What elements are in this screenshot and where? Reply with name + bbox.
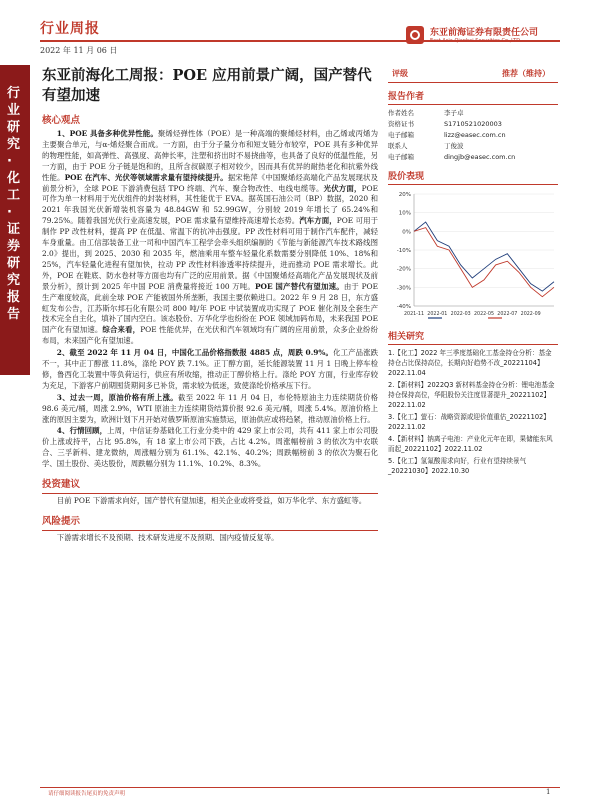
chart-svg: [388, 188, 558, 323]
p1-bold5: POE 国产替代有望加速。: [255, 281, 344, 291]
analyst-key: 资格证书: [388, 120, 414, 128]
logo-cn: 东亚前海证券有限责任公司: [430, 28, 539, 38]
p1-body3: POE 可作为单一材料用于光伏组件的封装材料，其性能优于 EVA。据英国石油公司（BP）数据，2020 和 2021 年我国光伏新增装机容量为 48.84GW 和 52.99GW，分别较 2019 年增长了 65.24%和 79.25%。随着我国光伏行业高速发展，POE 需求量有望维持高速增长态势。: [42, 183, 378, 226]
right-panel: [388, 66, 558, 478]
p3-body: 截至 2022 年 11 月 04 日，布伦特原油主力连续期货价格 98.6 美元/桶，周涨 2.9%，WTI 原油主力连续期货结算价报 92.6 美元/桶，周涨 5.4%。原油价格上涨的原因主要为，欧洲计划下月开始对俄罗斯原油实施禁运，原油供应或将趋紧，推动原油价格上行。: [42, 392, 378, 424]
analyst-key: 联系人: [388, 142, 408, 150]
chart-heading: 股价表现: [388, 172, 425, 182]
analyst-email[interactable]: dingjb@easec.com.cn: [444, 153, 516, 161]
related-heading: 相关研究: [388, 332, 425, 342]
analyst-key: 电子邮箱: [388, 153, 414, 161]
core-points-heading: 核心观点: [42, 115, 81, 126]
report-section-title: 行业周报: [40, 21, 100, 37]
paragraph-3: [42, 393, 378, 426]
sidebar-label: 行业研究·化工·证券研究报告: [7, 86, 21, 322]
report-title: 东亚前海化工周报：POE 应用前景广阔，国产替代有望加速: [42, 67, 372, 104]
p1-body6: POE 性能优异，在光伏和汽车领域均有广阔的应用前景，众多企业纷纷布局，未来国产化有望加速。: [42, 325, 378, 346]
x-tick-label: 2021-11: [403, 312, 425, 317]
p1-body4: POE 可用于制作 PP 改性材料，提高 PP 在低温、常温下的抗冲击强度。PP 改性材料可用于制作汽车配件，减轻车身重量。由工信部装备工业一司和中国汽车工程学会牵头组织编制的《节能与新能源汽车技术路线图 2.0》提出，到 2025、2030 和 2035 年，燃油乘用车整车轻量化系数需要分别降低 10%、18%和 25%，汽车轻量化进程有望加快，拉动 PP 改性材料渗透率持续提升，进而推动 POE 需求增长。此外，POE 在鞋底、防水卷材等方面也均有广泛的应用前景。据《中国聚烯烃高端化产品发展现状及前景分析》，预计到 2025 年中国 POE 消费量将接近 100 万吨。: [42, 216, 378, 291]
analyst-row: [388, 108, 558, 119]
related-item[interactable]: 5.【化工】氢氟酸需求向好，行业有望持续景气_20221030】2022.10.30: [388, 457, 527, 475]
stock-chart: [388, 188, 558, 323]
page-number: 1: [546, 788, 551, 796]
related-item[interactable]: 1.【化工】2022 年三季度基础化工基金持仓分析：基金持仓占比保持高位，长期向好趋势不改_20221104】2022.11.04: [388, 349, 552, 377]
related-item[interactable]: 2.【新材料】2022Q3 新材料基金持仓分析：锂电池基金持仓保持高位，华阳股份关注度显著提升_20221102】2022.11.02: [388, 381, 555, 409]
risk-rule: [42, 530, 378, 531]
analyst-row: [388, 152, 558, 163]
p1-body5: 由于 POE 生产难度较高，此前全球 POE 产能被国外所垄断，我国主要依赖进口。2022 年 9 月 28 日，东方盛虹发布公告，江苏斯尔邦石化有限公司 800 吨/年 POE 中试装置成功实现了 POE 催化剂及全套生产技术完全自主化，填补了国内空白。该态股份、万华化学也纷纷在 POE 领域加码布局，未来我国 POE 国产化有望加速。: [42, 281, 378, 335]
invest-heading: 投资建议: [42, 479, 81, 491]
related-rule: [388, 344, 558, 345]
p1-lead: 1、POE 具备多种优异性能。: [56, 129, 158, 138]
paragraph-1: [42, 129, 378, 347]
p1-bold2: POE 在汽车、光伏等领域需求量有望持续提升。: [64, 172, 228, 182]
y-tick-label: 20%: [398, 192, 411, 198]
y-tick-label: -40%: [396, 304, 411, 310]
x-tick-label: 2022-03: [450, 312, 471, 317]
series-line-0: [414, 222, 554, 291]
analyst-list: [388, 108, 558, 163]
p4-lead: 4、行情回顾，: [56, 426, 108, 436]
p4-body: 上周，中信证券基础化工行业分类中的 429 家上市公司，共有 411 家上市公司股价上涨或持平，占比 95.8%，有 18 家上市公司下跌，占比 4.2%。周涨幅榜前 3 的依次为中农联合、三孚新科、建龙微纳，周涨幅分别为 61.1%、42.1%、40.2%；周跌幅榜前 3 的依次为聚石化学、国土股份、美达股份，周跌幅分别为 11.1%、10.2%、8.3%。: [42, 426, 378, 469]
paragraph-2: [42, 348, 378, 392]
rating-rule: [388, 82, 558, 83]
analyst-row: [388, 119, 558, 130]
p1-body: 聚烯烃弹性体（POE）是一种高端的聚烯烃材料，由乙烯或丙烯为主要聚合单元，与α-烯烃聚合而成。一方面，由于分子量分布和短支链分布较窄，POE 具有多种优异的物理性能，如高弹性、高强度、高伸长率，注塑和挤出时不易挠曲等，也具备了良好的低温性能，另一方面，由于 POE 分子链是饱和的，且所含叔碳原子相对较少，因而具有优异的耐热老化和抗紫外线性能。: [42, 129, 378, 182]
analyst-row: [388, 130, 558, 141]
p2-body: 化工产品涨跌不一，其中正丁醇涨 11.8%，涤纶 POY 跌 7.1%。正丁醇方面，延长能源装置 11 月 1 日晚上停车检修，鲁西化工装置中等负荷运行，供应有所收缩，推动正丁醇价格上行。涤纶 POY 方面，行业库存较为充足，下游客户前期囤货期间多已补货，需求较为低迷，致使涤纶价格承压下行。: [42, 348, 378, 390]
footer-rule: [40, 787, 560, 788]
chart-rule: [388, 184, 558, 185]
logo-mark-icon: [406, 26, 424, 44]
p1-bold4: 汽车方面，: [299, 216, 337, 226]
y-tick-label: -30%: [396, 285, 411, 292]
x-tick-label: 2022-09: [520, 312, 541, 317]
logo-en: East Asia Qianhai Securities Co.,LTD.: [430, 38, 522, 44]
y-tick-label: 10%: [398, 210, 411, 217]
invest-rule: [42, 493, 378, 494]
y-tick-label: 0%: [402, 229, 411, 236]
main-content: [42, 66, 378, 545]
company-logo: [406, 24, 556, 50]
y-tick-label: -10%: [396, 248, 411, 254]
series-line-1: [414, 228, 554, 297]
related-item[interactable]: 4.【新材料】钠离子电池：产业化元年在即，果储能东风而起_20221102】2022.11.02: [388, 435, 553, 453]
analyst-row: [388, 141, 558, 152]
x-tick-label: 2022-07: [497, 312, 518, 317]
p3-lead: 3、过去一周，原油价格有所上涨。: [56, 392, 179, 402]
x-tick-label: 2022-01: [427, 312, 448, 317]
p1-bold6: 综合来看，: [102, 325, 141, 335]
invest-paragraph: 目前 POE 下游需求向好，国产替代有望加速，相关企业或将受益，如万华化学、东方盛虹等。: [56, 496, 367, 506]
analyst-value: S1710521020003: [444, 120, 502, 128]
analyst-value: 丁俊波: [444, 142, 464, 150]
risk-heading: 风险提示: [42, 516, 81, 527]
rating-value: 推荐（维持）: [502, 68, 550, 78]
analyst-heading: 报告作者: [388, 92, 425, 102]
analyst-key: 电子邮箱: [388, 131, 414, 139]
risk-paragraph: 下游需求增长不及预期、技术研发进度不及预期、国内疫情反复等。: [56, 533, 279, 542]
report-date: 2022 年 11 月 06 日: [40, 46, 118, 55]
rating-label: 评级: [392, 68, 408, 78]
related-list: [388, 348, 558, 476]
rating-box: [388, 66, 558, 80]
analyst-value: 李子卓: [444, 109, 464, 117]
sidebar: [0, 65, 30, 375]
p2-lead: 2、截至 2022 年 11 月 04 日，中国化工品价格指数报 4885 点，周跌 0.9%。: [56, 348, 334, 358]
related-item[interactable]: 3.【化工】萤石：战略资源或迎价值重估_20221102】2022.11.02: [388, 413, 550, 431]
footer-disclaimer[interactable]: 请仔细阅读报告尾页的免责声明: [48, 791, 126, 797]
analyst-rule: [388, 104, 558, 105]
x-tick-label: 2022-05: [473, 312, 495, 317]
analyst-email[interactable]: lizz@easec.com.cn: [444, 131, 506, 139]
p1-bold3: 光伏方面，: [323, 183, 362, 193]
paragraph-4: [42, 426, 378, 470]
analyst-key: 作者姓名: [388, 109, 414, 117]
y-tick-label: -20%: [396, 266, 411, 273]
p1-body2: 据宋艳萍《中国聚烯烃高端化产品发展现状及前景分析》，全球 POE 下游消费包括 TPO 终端、汽车、聚合物改性、电线电缆等。: [42, 172, 378, 193]
